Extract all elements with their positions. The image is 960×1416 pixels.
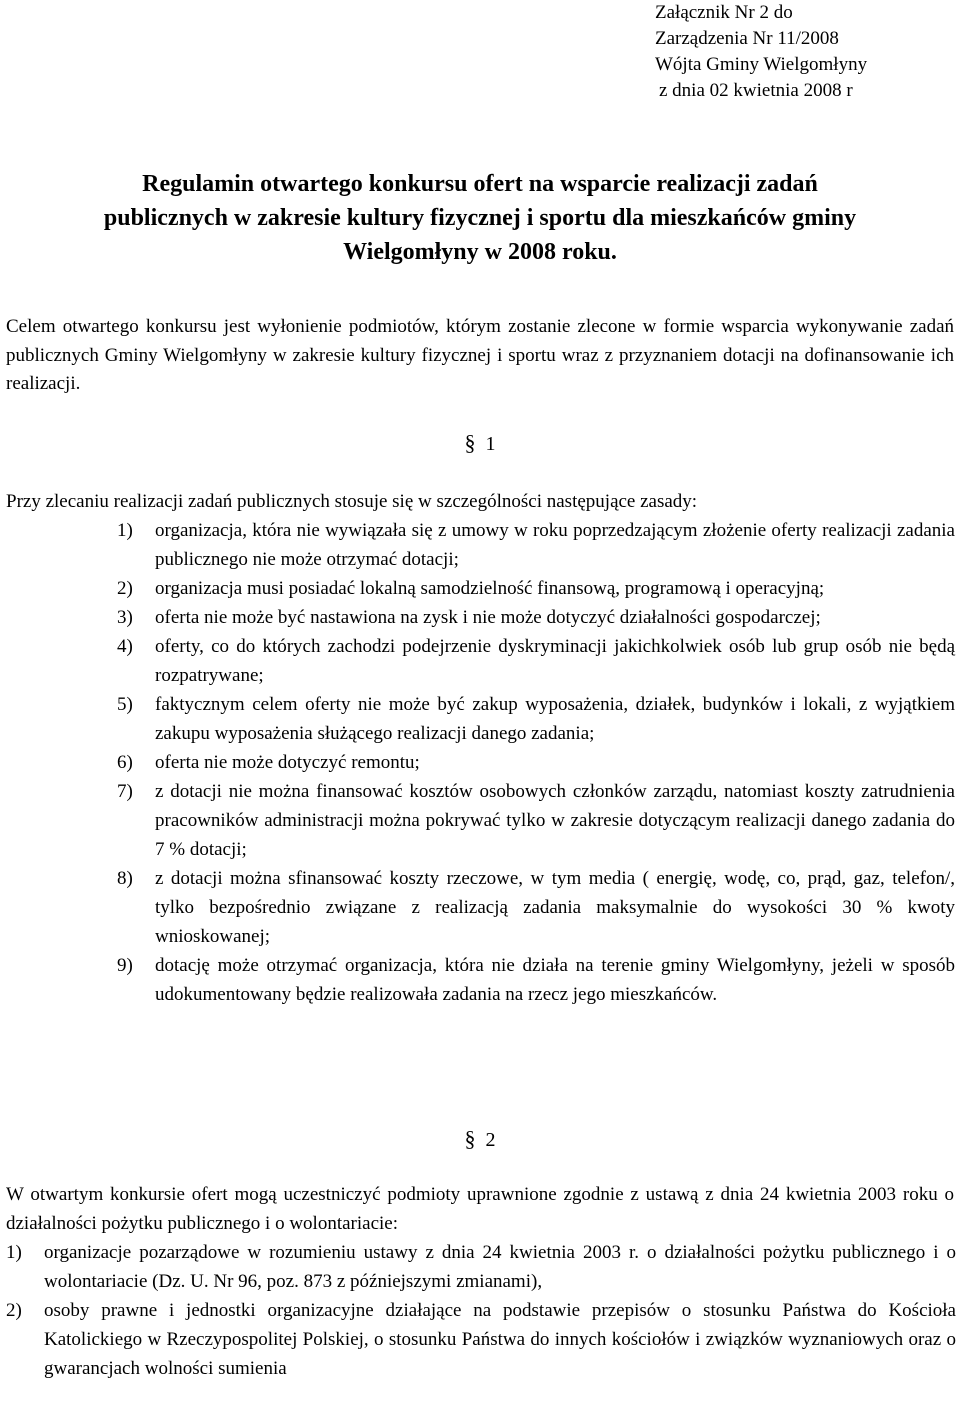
section-2-entities-list	[6, 1238, 956, 1383]
list-item	[6, 1296, 956, 1383]
section-1-lead: Przy zlecaniu realizacji zadań publicznych stosuje się w szczególności następujące zasady:	[6, 491, 698, 512]
item-text: organizacje pozarządowe w rozumieniu ustawy z dnia 24 kwietnia 2003 r. o działalności pożytku publicznego i o wolontariacie (Dz. U. Nr 96, poz. 873 z późniejszymi zmianami),	[44, 1242, 956, 1292]
section-2-heading	[0, 1124, 960, 1155]
item-text: dotację może otrzymać organizacja, która nie działa na terenie gminy Wielgomłyny, jeżeli w sposób udokumentowany będzie realizowała zadania na rzecz jego mieszkańców.	[155, 955, 955, 1005]
annex-header	[655, 0, 867, 104]
item-number: 2)	[117, 578, 133, 599]
list-item	[117, 603, 955, 632]
list-item	[117, 690, 955, 748]
item-number: 5)	[117, 694, 133, 715]
item-number: 2)	[6, 1300, 22, 1321]
item-text: faktycznym celem oferty nie może być zakup wyposażenia, działek, budynków i lokali, z wyjątkiem zakupu wyposażenia służącego realizacji danego zadania;	[155, 694, 955, 744]
item-number: 9)	[117, 955, 133, 976]
item-text: oferty, co do których zachodzi podejrzenie dyskryminacji jakichkolwiek osób lub grup osób nie będą rozpatrywane;	[155, 636, 955, 686]
item-number: 7)	[117, 781, 133, 802]
section-symbol: §	[464, 1126, 476, 1151]
annex-line-1: Załącznik Nr 2 do	[655, 2, 793, 23]
title-line-3: Wielgomłyny w 2008 roku.	[343, 239, 617, 265]
list-item	[117, 951, 955, 1009]
list-item	[117, 632, 955, 690]
section-number: 1	[485, 433, 496, 455]
item-number: 8)	[117, 868, 133, 889]
list-item	[117, 777, 955, 864]
section-number: 2	[485, 1129, 496, 1151]
list-item	[117, 516, 955, 574]
item-text: organizacja, która nie wywiązała się z umowy w roku poprzedzającym złożenie oferty realizacji zadania publicznego nie może otrzymać dotacji;	[155, 520, 955, 570]
item-number: 6)	[117, 752, 133, 773]
item-number: 3)	[117, 607, 133, 628]
section-1-heading	[0, 428, 960, 459]
title-line-2: publicznych w zakresie kultury fizycznej i sportu dla mieszkańców gminy	[103, 205, 857, 231]
list-item	[6, 1238, 956, 1296]
item-text: osoby prawne i jednostki organizacyjne działające na podstawie przepisów o stosunku Państwa do Kościoła Katolickiego w Rzeczypospolitej Polskiej, o stosunku Państwa do innych kościołów i związków wyznaniowych oraz o gwarancjach wolności sumienia	[44, 1300, 956, 1379]
title-line-1: Regulamin otwartego konkursu ofert na wsparcie realizacji zadań	[142, 171, 818, 197]
item-text: oferta nie może dotyczyć remontu;	[155, 752, 420, 773]
item-text: oferta nie może być nastawiona na zysk i nie może dotyczyć działalności gospodarczej;	[155, 607, 821, 628]
list-item	[117, 748, 955, 777]
list-item	[117, 864, 955, 951]
section-1-rules-list	[117, 516, 955, 1009]
item-text: z dotacji nie można finansować kosztów osobowych członków zarządu, natomiast koszty zatrudnienia pracowników administracji można pokrywać tylko w zakresie dotyczącym realizacji danego zadania do 7 % dotacji;	[155, 781, 955, 860]
intro-paragraph: Celem otwartego konkursu jest wyłonienie podmiotów, którym zostanie zlecone w formie wsparcia wykonywanie zadań publicznych Gminy Wielgomłyny w zakresie kultury fizycznej i sportu wraz z przyznaniem dotacji na dofinansowanie ich realizacji.	[6, 316, 954, 394]
item-number: 4)	[117, 636, 133, 657]
item-number: 1)	[6, 1242, 22, 1263]
annex-line-2: Zarządzenia Nr 11/2008	[655, 28, 839, 49]
document-title	[6, 167, 954, 269]
item-text: z dotacji można sfinansować koszty rzeczowe, w tym media ( energię, wodę, co, prąd, gaz, telefon/, tylko bezpośrednio związane z realizacją zadania maksymalnie do wysokości 30 % kwoty wnioskowanej;	[155, 868, 955, 947]
list-item	[117, 574, 955, 603]
annex-line-4: z dnia 02 kwietnia 2008 r	[659, 80, 853, 101]
annex-line-3: Wójta Gminy Wielgomłyny	[655, 54, 868, 75]
section-symbol: §	[464, 430, 476, 455]
item-text: organizacja musi posiadać lokalną samodzielność finansową, programową i operacyjną;	[155, 578, 825, 599]
section-2-lead: W otwartym konkursie ofert mogą uczestniczyć podmioty uprawnione zgodnie z ustawą z dnia 24 kwietnia 2003 roku o działalności pożytku publicznego i o wolontariacie:	[6, 1184, 954, 1234]
item-number: 1)	[117, 520, 133, 541]
